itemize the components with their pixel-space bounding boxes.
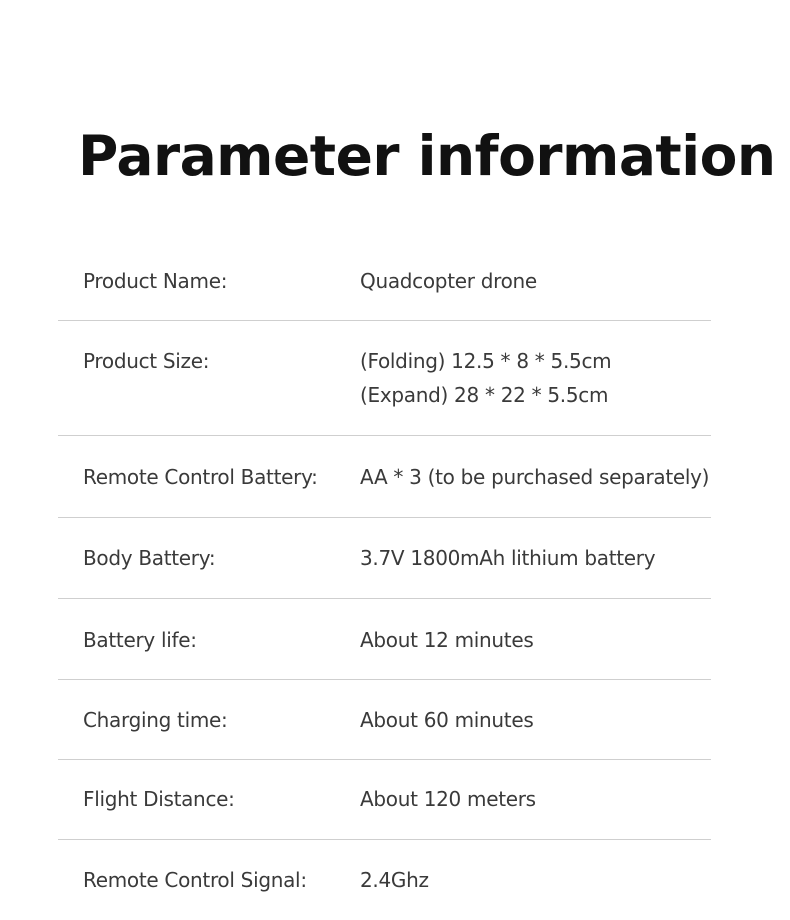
param-label: Flight Distance: xyxy=(83,787,235,811)
param-label: Product Name: xyxy=(83,269,228,293)
param-label: Remote Control Battery: xyxy=(83,465,318,489)
param-label: Charging time: xyxy=(83,708,228,732)
param-value-line: AA * 3 (to be purchased separately) xyxy=(360,465,710,489)
param-row-product-name xyxy=(58,240,711,321)
param-value-line: About 12 minutes xyxy=(360,628,534,652)
param-label: Remote Control Signal: xyxy=(83,868,307,892)
param-value-line: (Folding) 12.5 * 8 * 5.5cm xyxy=(360,349,612,373)
param-row-product-size xyxy=(58,321,711,436)
param-value xyxy=(360,460,709,494)
param-value-line: About 60 minutes xyxy=(360,708,534,732)
param-row-battery-life xyxy=(58,599,711,680)
param-value-line: Quadcopter drone xyxy=(360,269,537,293)
param-label: Body Battery: xyxy=(83,546,216,570)
param-value xyxy=(360,344,611,412)
param-value-line: (Expand) 28 * 22 * 5.5cm xyxy=(360,383,609,407)
page-title: Parameter information xyxy=(78,124,776,188)
param-label: Product Size: xyxy=(83,349,210,373)
param-row-charging-time xyxy=(58,680,711,760)
param-value xyxy=(360,541,655,575)
param-value xyxy=(360,623,533,657)
param-value xyxy=(360,863,429,897)
param-row-remote-control-signal xyxy=(58,840,711,920)
param-value-line: 2.4Ghz xyxy=(360,868,429,892)
param-label: Battery life: xyxy=(83,628,197,652)
param-row-flight-distance xyxy=(58,760,711,840)
param-value xyxy=(360,782,536,816)
param-value xyxy=(360,703,533,737)
param-value-line: 3.7V 1800mAh lithium battery xyxy=(360,546,656,570)
param-value xyxy=(360,264,537,298)
param-value-line: About 120 meters xyxy=(360,787,536,811)
param-row-body-battery xyxy=(58,518,711,599)
param-row-remote-control-battery xyxy=(58,436,711,518)
